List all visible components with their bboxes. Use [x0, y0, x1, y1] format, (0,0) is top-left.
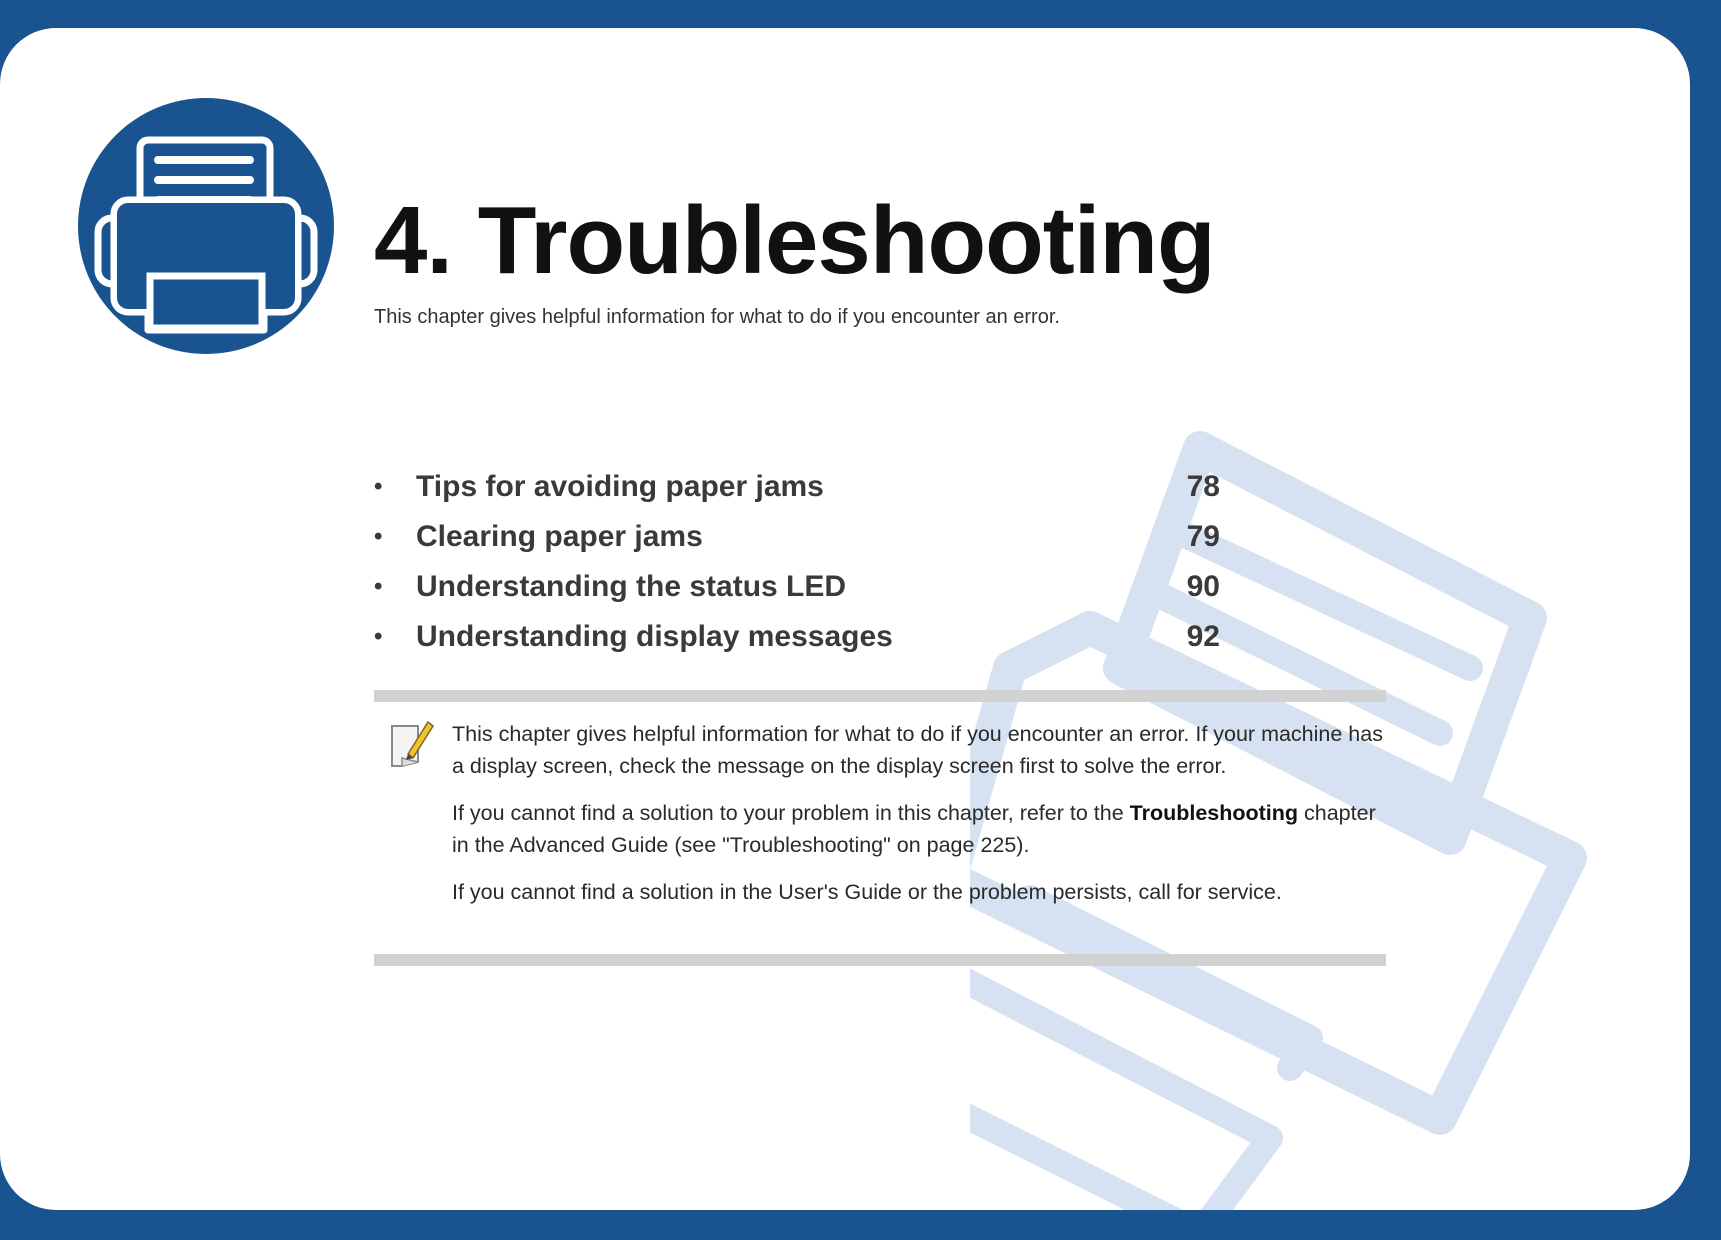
toc-item[interactable]	[374, 518, 1220, 568]
note-text: If you cannot find a solution to your problem in this chapter, refer to the	[452, 801, 1130, 825]
bullet-icon: •	[374, 623, 383, 650]
bullet-icon: •	[374, 473, 383, 500]
toc-item[interactable]	[374, 618, 1220, 668]
toc-item-page[interactable]: 90	[1186, 570, 1220, 603]
note-paragraph: This chapter gives helpful information for what to do if you encounter an error. If your machine has a display screen, check the message on the display screen first to solve the error.	[452, 722, 1383, 778]
printer-icon	[78, 98, 334, 354]
toc-item[interactable]	[374, 568, 1220, 618]
page	[0, 28, 1690, 1210]
chapter-subtitle: This chapter gives helpful information for what to do if you encounter an error.	[374, 306, 1060, 328]
note-bold-text: Troubleshooting	[1129, 801, 1299, 825]
table-of-contents	[374, 468, 1220, 668]
toc-item-page[interactable]: 92	[1186, 620, 1220, 653]
toc-item-page[interactable]: 78	[1186, 470, 1220, 503]
toc-item-label[interactable]: Understanding display messages	[416, 620, 893, 653]
toc-item-label[interactable]: Understanding the status LED	[416, 570, 847, 603]
bullet-icon: •	[374, 573, 383, 600]
toc-item-page[interactable]: 79	[1186, 520, 1220, 553]
note-pencil-icon	[388, 718, 434, 770]
toc-item[interactable]	[374, 468, 1220, 518]
toc-item-label[interactable]: Tips for avoiding paper jams	[416, 470, 824, 503]
chapter-title: 4. Troubleshooting	[374, 187, 1215, 294]
toc-item-label[interactable]: Clearing paper jams	[416, 520, 703, 553]
note-paragraph: If you cannot find a solution in the User's Guide or the problem persists, call for service.	[452, 880, 1282, 904]
note-text: chapter in the Advanced Guide (see "Troubleshooting" on page 225).	[452, 801, 1376, 857]
bullet-icon: •	[374, 523, 383, 550]
note-paragraph	[452, 797, 1386, 861]
note-box	[374, 690, 1386, 966]
note-body	[452, 718, 1386, 923]
